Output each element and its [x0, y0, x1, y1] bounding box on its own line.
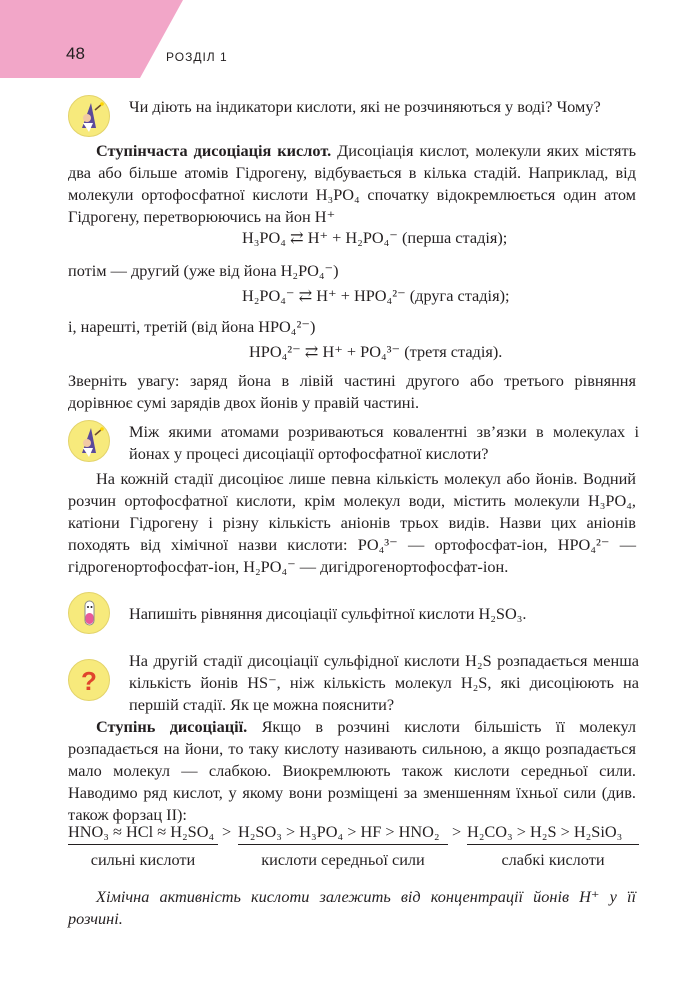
series-strong: HNO₃ ≈ HCl ≈ H₂SO₄	[68, 822, 215, 841]
page-corner-tab	[0, 0, 183, 78]
svg-text:?: ?	[81, 666, 97, 696]
label-strong: сильні кислоти	[90, 850, 196, 869]
question-1: Чи діють на індикатори кислоти, які не розчиняються у воді? Чому?	[129, 97, 601, 116]
label-medium: кислоти середньої сили	[261, 850, 425, 869]
paragraph-degree	[68, 716, 636, 826]
paragraph-title: Ступінь дисоціації.	[96, 717, 248, 736]
conclusion: Хімічна активність кислоти залежить від концентрації йонів H⁺ у її розчині.	[68, 887, 636, 928]
section-label: РОЗДІЛ 1	[166, 50, 228, 64]
question-4: На другій стадії дисоціації сульфідної кислоти H₂S розпадається менша кількість йонів HS⁻, ніж кількість молекул H₂S, які дисоціюють на першій стадії. Як це можна пояснити?	[129, 651, 639, 714]
equation-2: H₂PO₄⁻ ⇄ H⁺ + HPO₄²⁻ (друга стадія);	[242, 286, 510, 305]
question-mark-icon	[68, 659, 110, 701]
test-tube-character-icon	[68, 592, 110, 634]
series-weak: H₂CO₃ > H₂S > H₂SiO₃	[467, 822, 623, 841]
question-3: Напишіть рівняння дисоціації сульфітної кислоти H₂SO₃.	[129, 604, 527, 623]
question-2: Між якими атомами розриваються ковалентні зв’язки в молекулах і йонах у процесі дисоціації ортофосфатної кислоти?	[129, 422, 639, 463]
note-paragraph: Зверніть увагу: заряд йона в лівій частині другого або третього рівняння дорівнює сумі зарядів двох йонів у правій частині.	[68, 371, 636, 412]
paragraph-title: Ступінчаста дисоціація кислот.	[96, 141, 332, 160]
equation-1: H₃PO₄ ⇄ H⁺ + H₂PO₄⁻ (перша стадія);	[242, 228, 508, 247]
underline-medium	[238, 844, 448, 845]
series-separator: >	[452, 822, 462, 841]
underline-strong	[68, 844, 218, 845]
label-weak: слабкі кислоти	[501, 850, 605, 869]
underline-weak	[467, 844, 639, 845]
page-number: 48	[66, 44, 85, 63]
series-separator: >	[222, 822, 232, 841]
text-then-2: і, нарешті, третій (від йона HPO₄²⁻)	[68, 317, 316, 336]
wizard-icon	[68, 420, 110, 462]
paragraph-anions: На кожній стадії дисоціює лише певна кількість молекул або йонів. Водний розчин ортофосфатної кислоти, крім молекул води, містить молекули H₃PO₄, катіони Гідрогену і різну кількість аніонів трьох видів. Назви цих аніонів походять від хімічної назви кислоти: PO₄³⁻ — ортофосфат-іон, HPO₄²⁻ — гідрогенортофосфат-іон, H₂PO₄⁻ — дигідрогенортофосфат-іон.	[68, 469, 636, 576]
paragraph-body: Якщо в розчині кислоти більшість її молекул розпадається на йони, то таку кислоту називають сильною, а якщо розпадається мало молекул — слабкою. Виокремлюють також кислоти середньої сили. Наводимо ряд кислот, у якому вони розміщені за зменшенням їхньої сили (див. також форзац ІІ):	[68, 717, 636, 824]
paragraph-body: Дисоціація кислот, молекули яких містять два або більше атомів Гідрогену, відбувається в кілька стадій. Наприклад, від молекули ортофосфатної кислоти H₃PO₄ спочатку відокремлюється один атом Гідрогену, перетворюючись на йон H⁺	[68, 141, 636, 226]
text-then-1: потім — другий (уже від йона H₂PO₄⁻)	[68, 261, 339, 280]
equation-3: HPO₄²⁻ ⇄ H⁺ + PO₄³⁻ (третя стадія).	[249, 342, 503, 361]
series-medium: H₂SO₃ > H₃PO₄ > HF > HNO₂	[238, 822, 440, 841]
paragraph-stepwise	[68, 140, 636, 228]
wizard-icon	[68, 95, 110, 137]
